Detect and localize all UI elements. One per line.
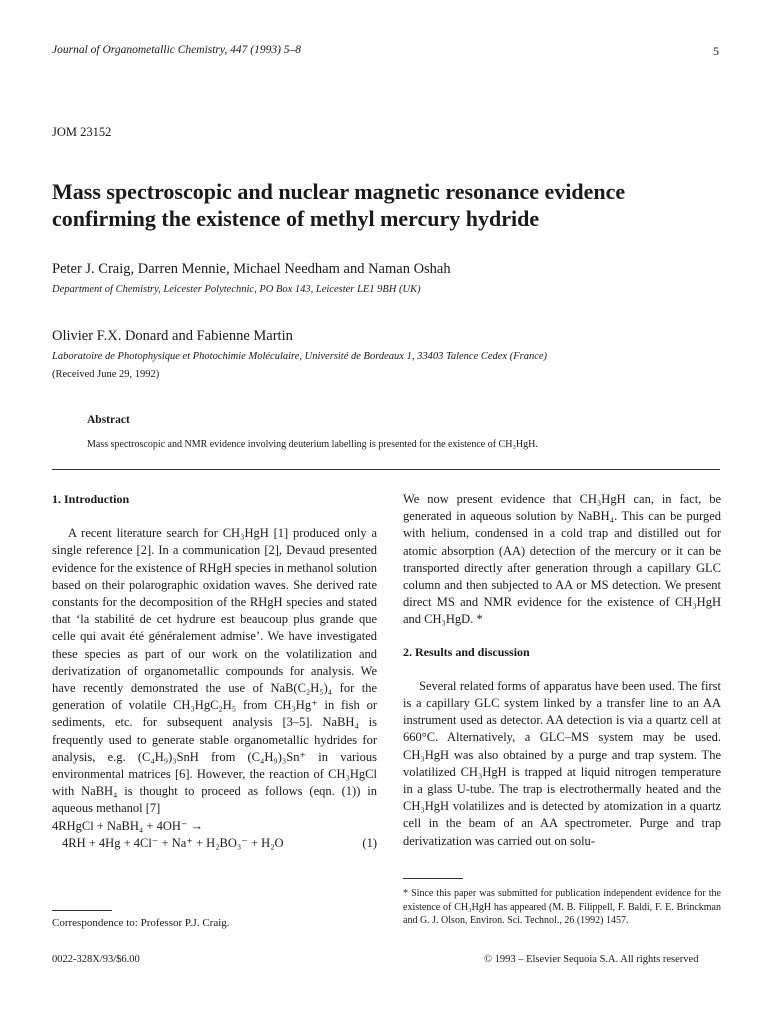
abstract-text: Mass spectroscopic and NMR evidence involving deuterium labelling is presented for the existence of CH₃HgH. <box>87 439 538 450</box>
results-heading: 2. Results and discussion <box>403 644 530 659</box>
equation-line-2 <box>52 835 377 852</box>
article-id: JOM 23152 <box>52 125 112 139</box>
correspondence-rule <box>52 910 112 911</box>
footnote-rule <box>403 878 463 879</box>
section-divider <box>52 469 720 470</box>
author-names-1: Peter J. Craig, Darren Mennie, Michael Needham and Naman Oshah <box>52 261 451 277</box>
issn-price: 0022-328X/93/$6.00 <box>52 954 140 965</box>
left-column <box>52 491 377 852</box>
author-block-2 <box>52 328 732 380</box>
right-column <box>403 491 721 850</box>
affiliation-2: Laboratoire de Photophysique et Photochimie Moléculaire, Université de Bordeaux 1, 33403 Talence Cedex (France) <box>52 351 548 362</box>
author-block-1 <box>52 261 732 295</box>
introduction-heading: 1. Introduction <box>52 492 130 506</box>
author-names-2: Olivier F.X. Donard and Fabienne Martin <box>52 328 293 344</box>
paper-title: Mass spectroscopic and nuclear magnetic resonance evidence confirming the existence of methyl mercury hydride <box>52 179 626 231</box>
equation-line-1: 4RHgCl + NaBH₄ + 4OH⁻ → <box>52 818 204 833</box>
right-paragraph-1: We now present evidence that CH₃HgH can, in fact, be generated in aqueous solution by NaBH₄. This can be purged with helium, condensed in a cold trap and distilled out for atomic absorption (AA) detection of the mercury or it can be transported directly after generation through a capillary GLC column and then subjected to AA or MS detection. We present direct MS and NMR evidence for the existence of CH₃HgH and CH₃HgD. * <box>403 492 721 627</box>
abstract-heading: Abstract <box>87 414 130 426</box>
copyright-notice: © 1993 – Elsevier Sequoia S.A. All rights reserved <box>484 954 699 965</box>
equation-line-2-text: 4RH + 4Hg + 4Cl⁻ + Na⁺ + H₂BO₃⁻ + H₂O <box>62 835 284 850</box>
affiliation-1: Department of Chemistry, Leicester Polytechnic, PO Box 143, Leicester LE1 9BH (UK) <box>52 284 421 295</box>
received-date: (Received June 29, 1992) <box>52 369 160 380</box>
footnote: * Since this paper was submitted for publication independent evidence for the existence of CH₃HgH has appeared (M. B. Filippell, F. Baldi, F. E. Brinckman and G. J. Olson, Environ. Sci. Technol., 26 (1992) 1457. <box>403 888 721 926</box>
right-paragraph-2: Several related forms of apparatus have been used. The first is a capillary GLC system linked by a transfer line to an AA instrument used as detector. AA detection is via a quartz cell at 660°C. Alternatively, a GLC–MS system may be used. CH₃HgH was also obtained by a purge and trap system. The volatilized CH₃HgH is trapped at liquid nitrogen temperature in a glass U-tube. The trap is electrothermally heated and the CH₃HgH volatilizes and is detected by atomization in a quartz cell in the beam of an AA spectrometer. Purge and trap derivatization was carried out on solu- <box>403 678 721 848</box>
correspondence-note: Correspondence to: Professor P.J. Craig. <box>52 917 230 929</box>
page-number: 5 <box>713 44 719 58</box>
equation-number: (1) <box>362 835 377 850</box>
introduction-paragraph: A recent literature search for CH₃HgH [1] produced only a single reference [2]. In a communication [2], Devaud presented evidence for the existence of RHgH species in methanol solution based on their polarographic oxidation waves. She derived rate constants for the decomposition of the RHgH species and stated that ‘la stabilité de cet hydrure est beaucoup plus grande que celle qui avait été généralement admise’. We have investigated these species as part of our work on the volatilization and derivatization of organometallic compounds for analysis. We have recently demonstrated the use of NaB(C₂H₅)₄ for the generation of volatile CH₃HgC₂H₅ from CH₃Hg⁺ in fish or sediments, etc. for subsequent analysis [3–5]. NaBH₄ is frequently used to generate stable organometallic hydrides for analysis, e.g. (C₄H₉)₃SnH from (C₄H₉)₃Sn⁺ in various environmental matrices [6]. However, the reaction of CH₃HgCl with NaBH₄ is thought to proceed as follows (eqn. (1)) in aqueous methanol [7] <box>52 526 377 816</box>
abstract <box>87 414 717 450</box>
running-head: Journal of Organometallic Chemistry, 447 (1993) 5–8 <box>52 44 302 56</box>
